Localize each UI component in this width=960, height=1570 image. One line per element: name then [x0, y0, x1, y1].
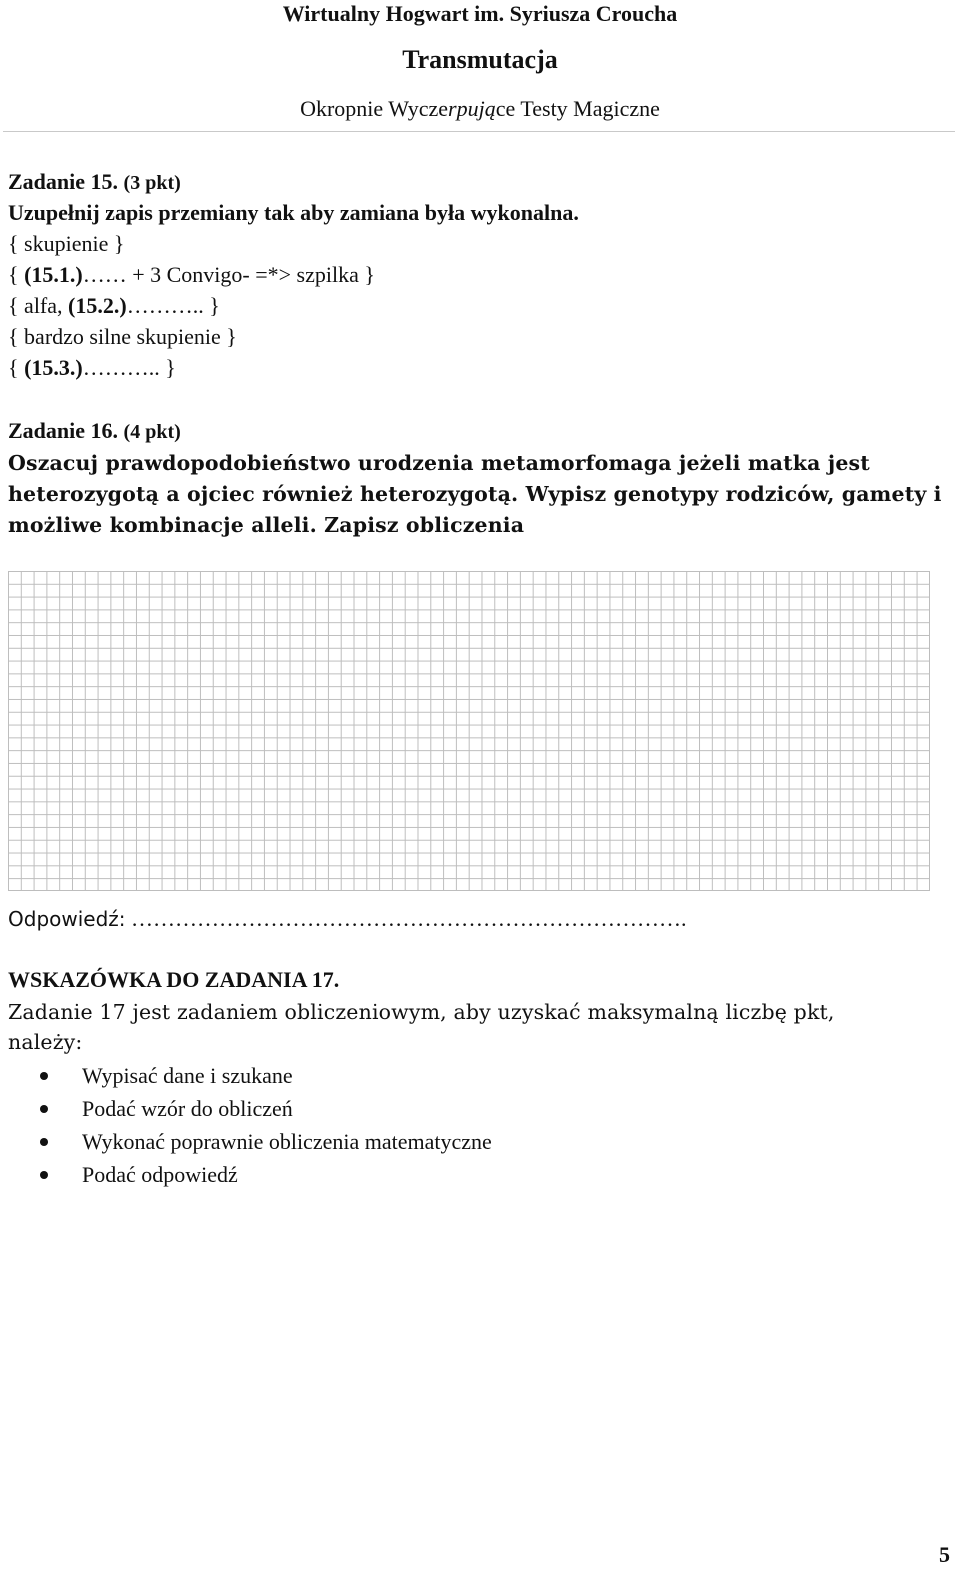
bullet-text: Podać wzór do obliczeń — [82, 1096, 293, 1121]
task15-line-5-text: ……….. } — [82, 355, 176, 380]
header-divider — [3, 131, 955, 132]
hint17-title: WSKAZÓWKA DO ZADANIA 17. — [8, 967, 340, 992]
bullet-icon — [40, 1138, 48, 1146]
blank-15-3-label: (15.3.) — [24, 355, 83, 380]
hint17-text-line-1 — [8, 997, 835, 1027]
bullet-icon — [40, 1105, 48, 1113]
task16-heading — [8, 416, 181, 447]
task15-line-2 — [8, 260, 375, 290]
task16-title: Zadanie 16. — [8, 418, 119, 443]
task15-line-3 — [8, 291, 220, 321]
hint17-text-line-2: należy: — [8, 1030, 83, 1054]
task15-line-5 — [8, 353, 176, 383]
bullet-icon — [40, 1171, 48, 1179]
blank-15-1-label: (15.1.) — [24, 262, 83, 287]
bullet-text: Wykonać poprawnie obliczenia matematyczne — [82, 1129, 492, 1154]
task15-line-3-pre: { alfa, — [8, 293, 69, 318]
bullet-text: Podać odpowiedź — [82, 1162, 238, 1187]
task15-line-1-text: { skupienie } — [8, 231, 125, 256]
school-name: Wirtualny Hogwart im. Syriusza Croucha — [282, 1, 678, 26]
task15-instruction: Uzupełnij zapis przemiany tak aby zamiana była wykonalna. — [8, 200, 579, 225]
subtitle-part1: Okropnie Wycze — [300, 96, 449, 121]
task15-line-1 — [8, 229, 124, 259]
test-subtitle — [0, 94, 960, 124]
task15-line-2-text: …… + 3 Convigo- =*> szpilka } — [82, 262, 375, 287]
task16-answer-line — [8, 904, 687, 934]
task16-text-line-3: możliwe kombinacje alleli. Zapisz obliczenia — [8, 513, 525, 537]
calculation-grid — [8, 571, 930, 891]
task15-line-5-pre: { — [8, 355, 25, 380]
task16-text-line-2: heterozygotą a ojciec również heterozygotą. Wypisz genotypy rodziców, gamety i — [8, 482, 942, 506]
task15-line-3-text: ……….. } — [126, 293, 220, 318]
blank-15-2-label: (15.2.) — [68, 293, 127, 318]
task16-points: (4 pkt) — [123, 421, 181, 443]
task15-line-2-pre: { — [8, 262, 25, 287]
task15-title: Zadanie 15. — [8, 169, 119, 194]
subtitle-part2: ce Testy Magiczne — [495, 96, 660, 121]
subject-title: Transmutacja — [402, 45, 558, 74]
task16-text-line-1: Oszacuj prawdopodobieństwo urodzenia metamorfomaga jeżeli matka jest — [8, 451, 870, 475]
answer-label: Odpowiedź: — [8, 907, 126, 931]
task15-line-4-text: { bardzo silne skupienie } — [8, 324, 237, 349]
task15-heading — [8, 167, 181, 198]
page-number: 5 — [939, 1542, 950, 1567]
task15-line-4 — [8, 322, 237, 352]
hint17-text-1: Zadanie 17 jest zadaniem obliczeniowym, aby uzyskać maksymalną liczbę pkt, — [8, 1000, 835, 1024]
bullet-text: Wypisać dane i szukane — [82, 1063, 293, 1088]
task15-points: (3 pkt) — [123, 172, 181, 194]
bullet-icon — [40, 1072, 48, 1080]
subtitle-italic: rpują — [448, 96, 496, 121]
answer-dots: …………………………………………………………………. — [131, 906, 687, 931]
